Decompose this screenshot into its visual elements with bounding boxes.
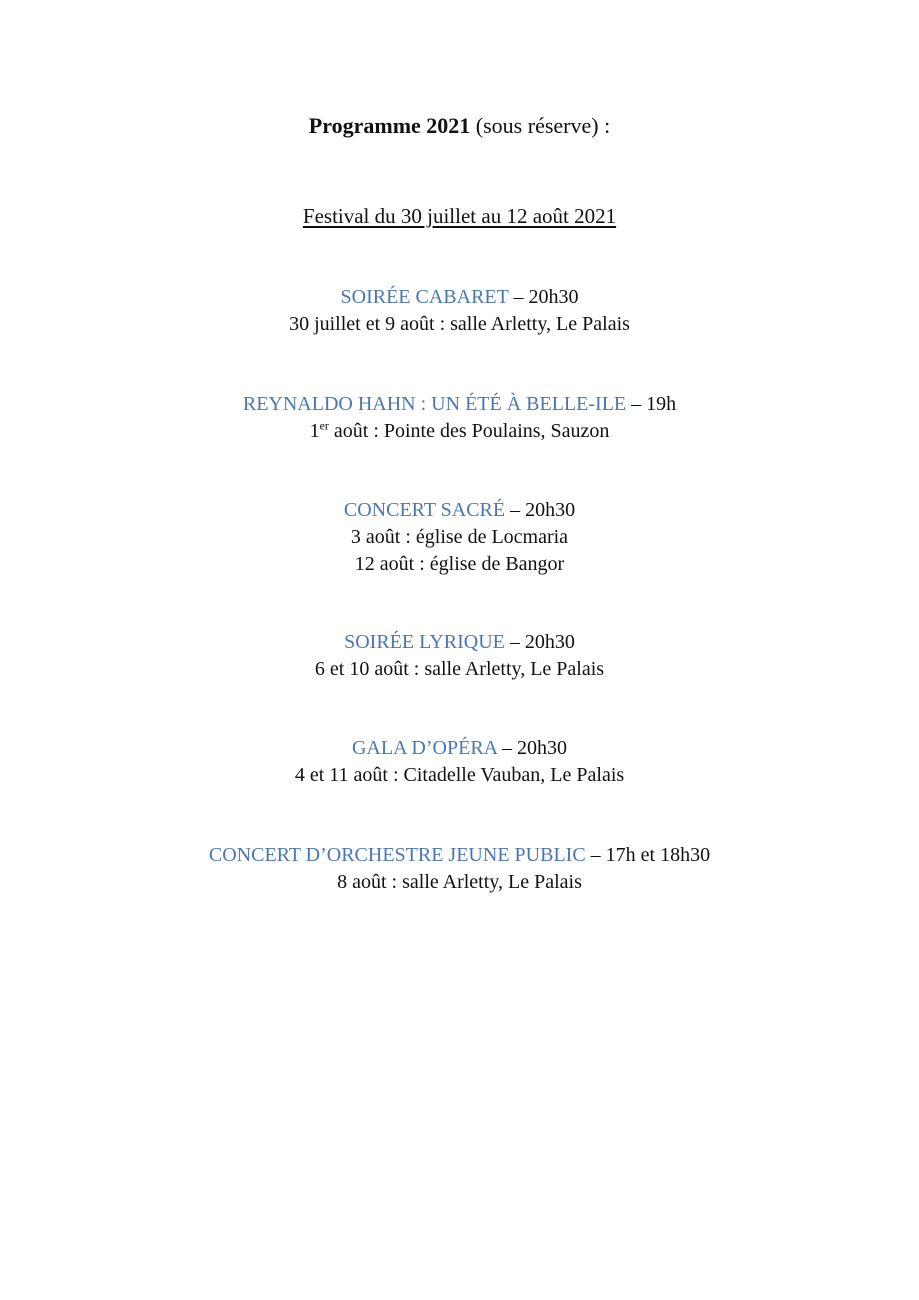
event-name: GALA D’OPÉRA [351,737,497,759]
event-detail: 4 et 11 août : Citadelle Vauban, Le Palais [294,764,625,786]
event-concert-sacre [0,497,919,578]
event-time: – 17h et 18h30 [585,844,711,866]
festival-dates: Festival du 30 juillet au 12 août 2021 [302,204,617,228]
event-heading [0,497,919,524]
event-name: CONCERT SACRÉ [343,499,506,521]
event-time: – 19h [626,393,677,415]
event-detail: 8 août : salle Arletty, Le Palais [337,871,582,893]
event-time: – 20h30 [497,737,567,759]
event-heading [0,284,919,311]
event-name: SOIRÉE CABARET [340,286,509,308]
event-detail: 12 août : église de Bangor [354,553,565,575]
event-detail: 3 août : église de Locmaria [350,526,569,548]
event-name: REYNALDO HAHN : UN ÉTÉ À BELLE-ILE [242,393,627,415]
event-time: – 20h30 [508,286,579,308]
event-detail [0,418,919,445]
event-name: CONCERT D’ORCHESTRE JEUNE PUBLIC [208,844,586,866]
event-heading [0,391,919,418]
event-heading [0,629,919,656]
event-detail: 30 juillet et 9 août : salle Arletty, Le Palais [289,313,630,335]
event-detail: 6 et 10 août : salle Arletty, Le Palais [314,658,605,680]
detail-text: août : Pointe des Poulains, Sauzon [328,420,610,442]
event-soiree-lyrique [0,629,919,683]
event-time: – 20h30 [505,499,576,521]
detail-day: 1 [309,420,320,442]
event-gala-opera [0,735,919,789]
event-reynaldo-hahn [0,391,919,445]
event-heading [0,735,919,762]
event-heading [0,842,919,869]
event-time: – 20h30 [504,631,575,653]
event-soiree-cabaret [0,284,919,338]
page-title [0,112,919,140]
title-bold: Programme 2021 [308,113,471,138]
title-rest: (sous réserve) : [470,113,611,138]
event-concert-orchestre [0,842,919,896]
detail-ordinal: er [319,418,329,433]
event-name: SOIRÉE LYRIQUE [344,631,505,653]
